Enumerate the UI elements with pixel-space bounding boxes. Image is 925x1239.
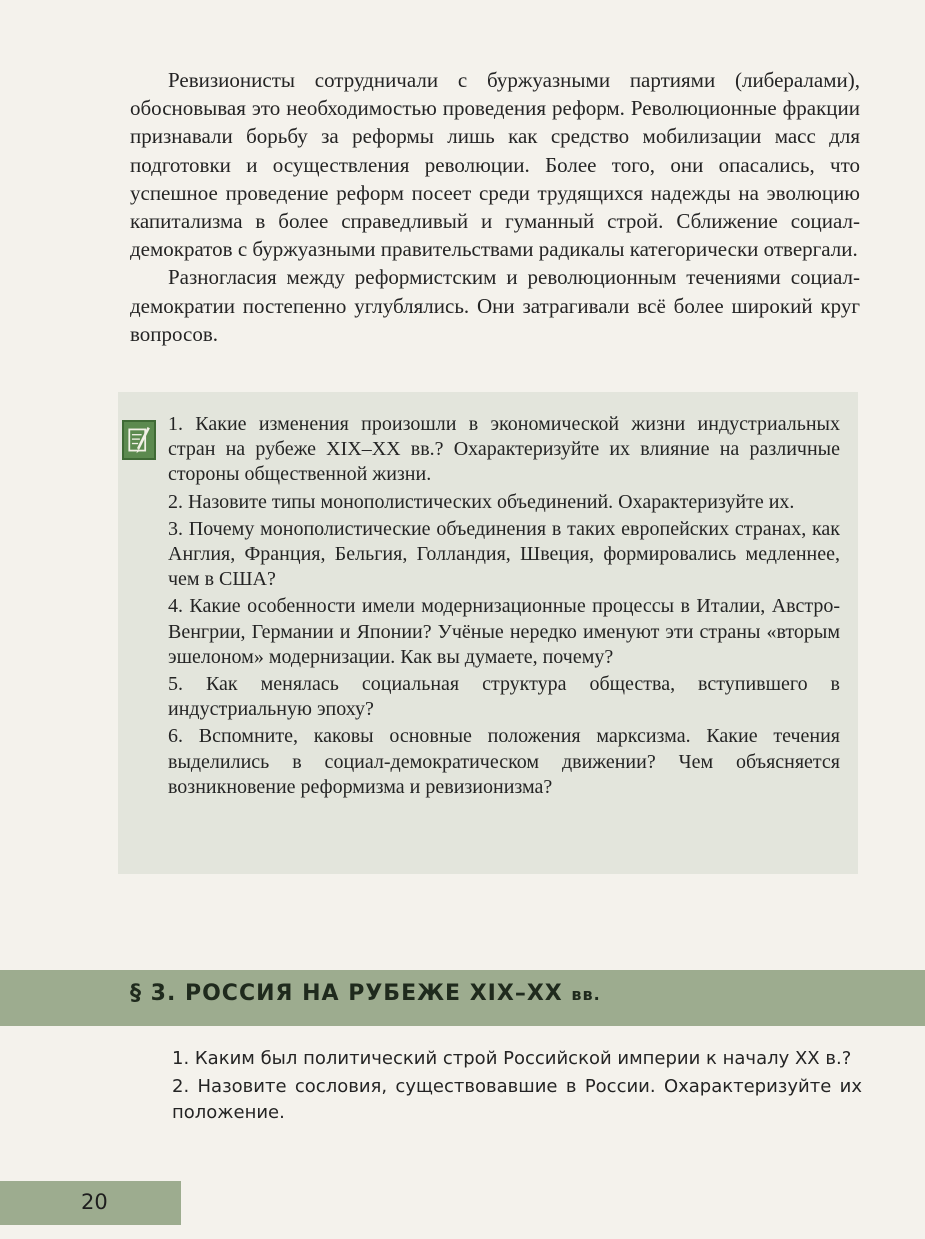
intro-paragraph: Разногласия между реформистским и революционным течениями социал-демократии постепенно углублялись. Они затрагивали всё более широкий круг вопросов. (130, 265, 860, 346)
section-title-main: § 3. РОССИЯ НА РУБЕЖЕ XIX–XX (130, 981, 563, 1006)
review-questions (168, 412, 840, 802)
question-item: 6. Вспомните, каковы основные положения марксизма. Какие течения выделились в социал-демократическом движении? Чем объясняется возникновение реформизма и ревизионизма? (168, 725, 840, 798)
question-item: 4. Какие особенности имели модернизационные процессы в Италии, Австро-Венгрии, Германии и Японии? Учёные нередко именуют эти страны «вторым эшелоном» модернизации. Как вы думаете, почему? (168, 595, 840, 668)
section-question: 2. Назовите сословия, существовавшие в России. Охарактеризуйте их положение. (172, 1076, 862, 1123)
pencil-notebook-icon (122, 420, 156, 460)
page-number: 20 (81, 1190, 108, 1214)
question-item: 2. Назовите типы монополистических объединений. Охарактеризуйте их. (168, 490, 795, 513)
section-title (130, 981, 601, 1006)
question-item: 3. Почему монополистические объединения в таких европейских странах, как Англия, Франция, Бельгия, Голландия, Швеция, формировались медленнее, чем в США? (168, 517, 840, 591)
intro-paragraph: Ревизионисты сотрудничали с буржуазными партиями (либералами), обосновывая это необходимостью проведения реформ. Революционные фракции признавали борьбу за реформы лишь как средство мобилизации масс для подготовки и осуществления революции. Более того, они опасались, что успешное проведение реформ посеет среди трудящихся надежды на эволюцию капитализма в более справедливый и гуманный строй. Сближение социал-демократов с буржуазными правительствами радикалы категорически отвергали. (130, 68, 860, 262)
section-questions (172, 1046, 862, 1128)
question-item: 1. Какие изменения произошли в экономической жизни индустриальных стран на рубеже XIX–XX вв.? Охарактеризуйте их влияние на различные стороны общественной жизни. (168, 413, 840, 486)
intro-text (130, 66, 860, 348)
question-item: 5. Как менялась социальная структура общества, вступившего в индустриальную эпоху? (168, 673, 840, 721)
section-question: 1. Каким был политический строй Российской империи к началу XX в.? (172, 1048, 852, 1069)
section-title-suffix: вв. (571, 985, 601, 1004)
